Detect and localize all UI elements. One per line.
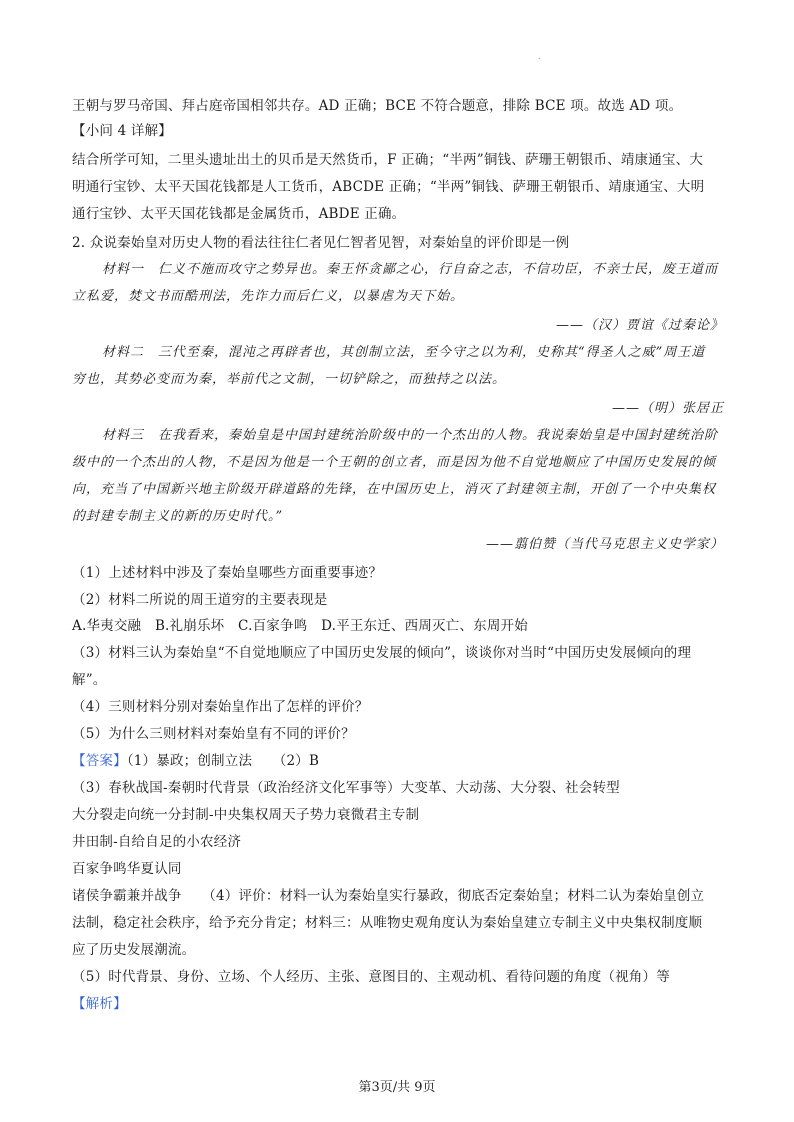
sub-question-5: （5）为什么三则材料对秦始皇有不同的评价？	[72, 726, 355, 742]
text-line: 通行宝钞、太平天国花钱都是金属货币，ABDE 正确。	[72, 206, 406, 222]
material-three-cont: 向，充当了中国新兴地主阶级开辟道路的先锋，在中国历史上，消灭了封建领主制，开创了一个中央集权	[72, 482, 717, 497]
text-line: 明通行宝钞、太平天国花钱都是人工货币，ABCDE 正确；“半两”铜钱、萨珊王朝银币、靖康通宝、大明	[72, 179, 705, 195]
section-heading: 【小问 4 详解】	[72, 123, 172, 139]
text-line: 王朝与罗马帝国、拜占庭帝国相邻共存。AD 正确；BCE 不符合题意，排除 BCE 项。故选 AD 项。	[72, 98, 683, 114]
material-two-cont: 穷也，其势必变而为秦，举前代之文制，一切铲除之，而独持之以法。	[72, 372, 507, 387]
text-line: 结合所学可知，二里头遗址出土的贝币是天然货币，F 正确；“半两”铜钱、萨珊王朝银币、靖康通宝、大	[72, 152, 704, 168]
material-three-source: ——翦伯赞（当代马克思主义史学家）	[485, 537, 724, 552]
sub-question-1: （1）上述材料中涉及了秦始皇哪些方面重要事迹？	[72, 565, 383, 581]
answer-label: 【答案】	[72, 753, 127, 769]
material-three-cont: 的封建专制主义的新的历史时代。”	[72, 509, 284, 524]
material-three-cont: 级中的一个杰出的人物，不是因为他是一个王朝的创立者，而是因为他不自觉地顺应了中国历史发展的倾	[72, 455, 717, 470]
answer-line: 法制，稳定社会秩序，给予充分肯定；材料三：从唯物史观角度认为秦始皇建立专制主义中央集权制度顺	[72, 915, 703, 931]
answer-line: （3）春秋战国-秦朝时代背景（政治经济文化军事等）大变革、大动荡、大分裂、社会转型	[72, 780, 620, 796]
material-one: 材料一 仁义不施而攻守之势异也。秦王怀贪鄙之心，行自奋之志，不信功臣，不亲士民，废王道而	[102, 262, 719, 277]
answer-line: 百家争鸣华夏认同	[72, 861, 182, 877]
answer-line: 诸侯争霸兼并战争 （4）评价：材料一认为秦始皇实行暴政，彻底否定秦始皇；材料二认为秦始皇创立	[72, 888, 705, 904]
material-one-source: ——（汉）贾谊《过秦论》	[555, 318, 724, 333]
answer-line: 大分裂走向统一分封制-中央集权周天子势力衰微君主专制	[72, 807, 420, 823]
answer-line	[72, 751, 732, 771]
answer-line: （5）时代背景、身份、立场、个人经历、主张、意图目的、主观动机、看待问题的角度（视角）等	[72, 969, 670, 985]
answer-text: （1）暴政；创制立法 （2）B	[126, 753, 320, 769]
material-two: 材料二 三代至秦，混沌之再辟者也，其创制立法，至今守之以为利，史称其“得圣人之威”周王道	[102, 345, 706, 360]
page-footer: 第3页/共 9页	[358, 1080, 436, 1095]
sub-question-2: （2）材料二所说的周王道穷的主要表现是	[72, 592, 328, 608]
header-mark: .	[538, 52, 541, 61]
question-title: 2. 众说秦始皇对历史人物的看法往往仁者见仁智者见智，对秦始皇的评价即是一例	[72, 235, 570, 251]
sub-question-3: （3）材料三认为秦始皇“不自觉地顺应了中国历史发展的倾向”，谈谈你对当时“中国历史发展倾向的理	[72, 645, 692, 661]
material-one-cont: 立私爱，焚文书而酷刑法，先诈力而后仁义，以暴虐为天下始。	[72, 289, 465, 304]
answer-line: 应了历史发展潮流。	[72, 942, 196, 958]
sub-question-4: （4）三则材料分别对秦始皇作出了怎样的评价？	[72, 699, 369, 715]
material-three: 材料三 在我看来，秦始皇是中国封建统治阶级中的一个杰出的人物。我说秦始皇是中国封建统治阶	[102, 428, 719, 443]
answer-line: 井田制-自给自足的小农经济	[72, 834, 242, 850]
options: A.华夷交融 B.礼崩乐坏 C.百家争鸣 D.平王东迁、西周灭亡、东周开始	[72, 618, 528, 634]
sub-question-3-cont: 解”。	[72, 672, 107, 688]
analysis-label: 【解析】	[72, 996, 127, 1012]
material-two-source: ——（明）张居正	[611, 401, 724, 416]
